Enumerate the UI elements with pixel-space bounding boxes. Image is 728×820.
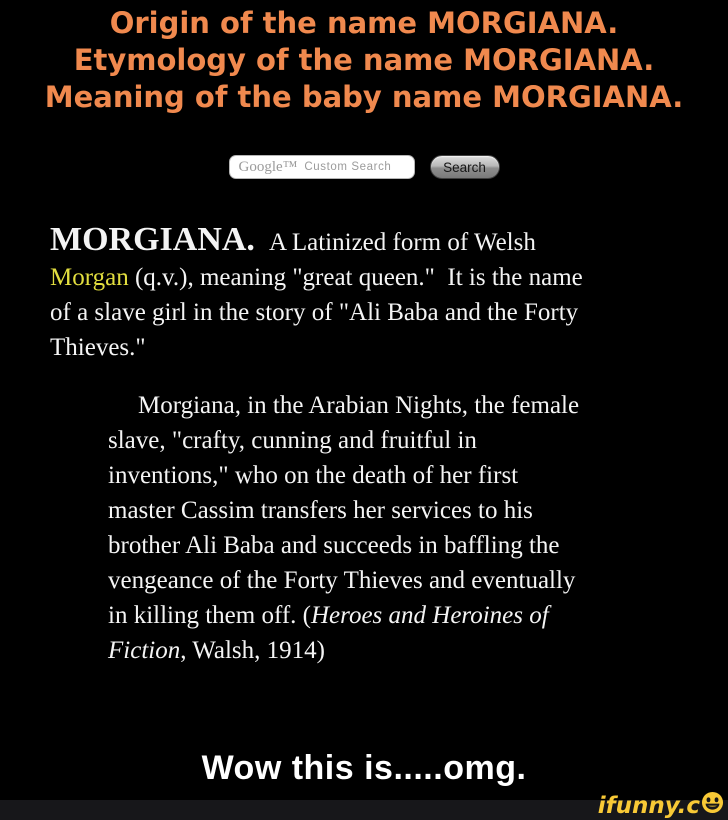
header-line-3: Meaning of the baby name MORGIANA. xyxy=(44,80,684,114)
header-line-2: Etymology of the name MORGIANA. xyxy=(73,43,655,77)
quote-text: Morgiana, in the Arabian Nights, the female xyxy=(138,392,580,419)
literary-quote xyxy=(108,388,579,668)
quote-text: master Cassim transfers her services to his xyxy=(108,497,533,524)
quote-source-title: Fiction xyxy=(108,637,181,664)
quote-text: slave, "crafty, cunning and fruitful in xyxy=(108,427,477,454)
ifunny-logo xyxy=(598,791,724,820)
entry-text: Thieves." xyxy=(50,334,146,361)
quote-text: inventions," who on the death of her first xyxy=(108,462,519,489)
entry-text: of a slave girl in the story of "Ali Baba and the Forty xyxy=(50,299,579,326)
quote-text: in killing them off. ( xyxy=(108,602,311,629)
search-button[interactable]: Search xyxy=(430,155,500,179)
search-bar xyxy=(0,155,728,179)
page-title xyxy=(0,5,728,116)
smiley-face-icon xyxy=(701,791,724,820)
quote-text: brother Ali Baba and succeeds in baffling the xyxy=(108,532,560,559)
google-logo-watermark: Google™ xyxy=(238,158,298,175)
entry-text: A Latinized form of Welsh xyxy=(268,229,536,256)
quote-text: , Walsh, 1914) xyxy=(180,637,325,664)
entry-headword: MORGIANA. xyxy=(50,221,255,258)
ifunny-logo-text: ifunny.c xyxy=(597,792,700,819)
meme-caption: Wow this is.....omg. xyxy=(201,749,527,787)
search-input[interactable] xyxy=(229,155,415,179)
header-line-1: Origin of the name MORGIANA. xyxy=(109,6,619,40)
definition-entry xyxy=(50,222,583,365)
morgan-link[interactable]: Morgan xyxy=(50,264,129,291)
quote-text: vengeance of the Forty Thieves and eventually xyxy=(108,567,576,594)
quote-source-title: Heroes and Heroines of xyxy=(311,602,549,629)
custom-search-placeholder: Custom Search xyxy=(304,161,392,173)
entry-text: (q.v.), meaning "great queen." It is the name xyxy=(128,264,583,291)
